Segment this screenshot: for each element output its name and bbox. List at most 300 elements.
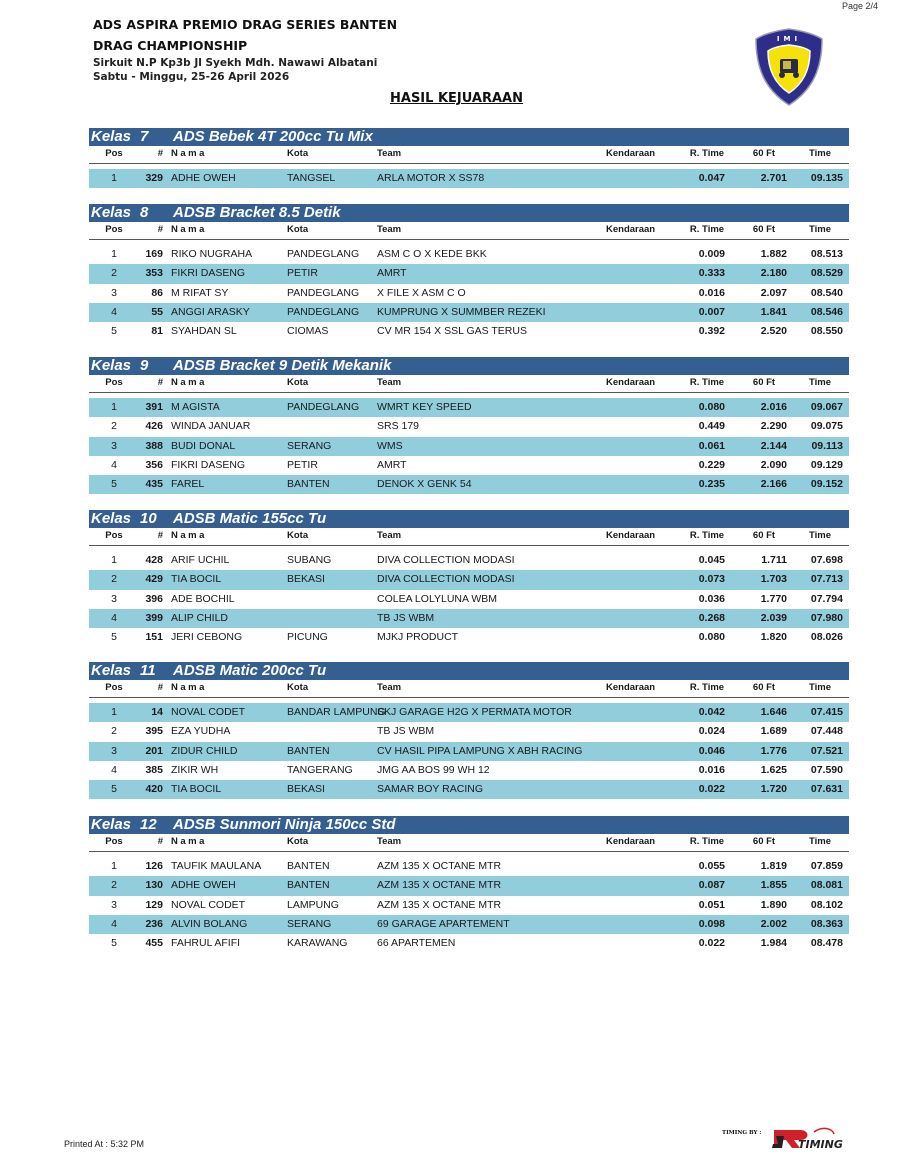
col-header-60ft: 60 Ft [752,224,776,235]
cell-team: 66 APARTEMEN [377,937,456,950]
cell-time: 07.698 [810,554,843,566]
column-headers [89,528,849,546]
cell-nama: WINDA JANUAR [171,420,251,433]
result-rows [89,169,849,188]
cell-number: 236 [145,917,163,930]
result-row [89,437,849,456]
cell-rtime: 0.392 [698,325,725,338]
cell-rtime: 0.098 [698,917,725,930]
col-header-kendaraan: Kendaraan [606,377,656,388]
cell-time: 08.529 [810,267,843,280]
event-date: Sabtu - Minggu, 25-26 April 2026 [93,71,290,83]
cell-time: 08.102 [810,898,843,911]
col-header-pos: Pos [105,836,123,847]
cell-pos: 1 [111,706,117,718]
cell-number: 426 [145,420,163,433]
cell-kota: BANDAR LAMPUNG [287,706,386,718]
col-header-60ft: 60 Ft [752,836,776,847]
cell-60ft: 1.776 [760,744,787,757]
col-header-time: Time [808,682,831,693]
cell-rtime: 0.016 [698,286,725,299]
cell-team: ARLA MOTOR X SS78 [377,172,485,184]
cell-60ft: 1.711 [761,554,787,566]
col-header-rtime: R. Time [689,836,725,847]
cell-time: 08.081 [810,879,843,892]
col-header-pos: Pos [105,224,123,235]
cell-rtime: 0.009 [698,248,725,260]
cell-kota: SUBANG [287,554,332,566]
cell-rtime: 0.046 [698,744,725,757]
cell-pos: 5 [111,937,117,950]
class-section [89,816,849,953]
cell-time: 07.415 [810,706,843,718]
class-label: Kelas [91,204,132,221]
col-header-number: # [157,224,163,235]
cell-nama: SYAHDAN SL [171,325,237,338]
cell-team: WMS [377,439,403,452]
result-rows [89,857,849,953]
cell-nama: ALIP CHILD [171,611,228,624]
cell-60ft: 2.144 [760,439,787,452]
cell-pos: 5 [111,325,117,338]
cell-team: WMRT KEY SPEED [377,401,472,413]
cell-60ft: 1.890 [760,898,787,911]
cell-time: 07.794 [810,592,843,605]
cell-kota: PETIR [287,458,318,471]
cell-number: 55 [151,305,163,318]
cell-kota: BANTEN [287,860,330,872]
cell-nama: ADE BOCHIL [171,592,235,605]
cell-kota: BANTEN [287,478,330,491]
col-header-kota: Kota [287,836,309,847]
cell-time: 09.152 [810,478,843,491]
cell-rtime: 0.045 [698,554,725,566]
cell-pos: 2 [111,879,117,892]
result-row [89,609,849,628]
result-row [89,322,849,341]
cell-number: 428 [145,554,163,566]
col-header-kota: Kota [287,377,309,388]
col-header-nama: Nama [171,377,207,388]
event-title: ADS ASPIRA PREMIO DRAG SERIES BANTEN [93,17,398,32]
class-label: Kelas [91,357,132,374]
result-row [89,915,849,934]
result-row [89,417,849,436]
cell-team: COLEA LOLYLUNA WBM [377,592,498,605]
event-subtitle: DRAG CHAMPIONSHIP [93,38,248,53]
result-row [89,284,849,303]
cell-kota: LAMPUNG [287,898,339,911]
col-header-number: # [157,836,163,847]
cell-time: 08.363 [810,917,843,930]
cell-time: 07.859 [810,860,843,872]
cell-time: 08.540 [810,286,843,299]
class-title: ADSB Bracket 8.5 Detik [173,204,341,221]
cell-rtime: 0.073 [698,573,725,586]
cell-60ft: 2.039 [760,611,787,624]
result-row [89,780,849,799]
cell-kota: TANGERANG [287,763,353,776]
result-rows [89,551,849,647]
cell-number: 14 [151,706,163,718]
result-row [89,703,849,722]
col-header-kota: Kota [287,224,309,235]
cell-time: 09.067 [810,401,843,413]
cell-rtime: 0.022 [698,937,725,950]
cell-number: 399 [145,611,163,624]
cell-kota: BANTEN [287,744,330,757]
jr-timing-logo-icon [770,1126,860,1152]
cell-team: KUMPRUNG X SUMMBER REZEKI [377,305,546,318]
col-header-team: Team [377,224,402,235]
results-heading: HASIL KEJUARAAN [390,91,523,106]
cell-team: 69 GARAGE APARTEMENT [377,917,510,930]
col-header-60ft: 60 Ft [752,530,776,541]
cell-kota: BEKASI [287,783,325,796]
col-header-nama: Nama [171,682,207,693]
result-row [89,742,849,761]
class-title: ADSB Sunmori Ninja 150cc Std [173,816,396,833]
result-rows [89,703,849,799]
cell-nama: ADHE OWEH [171,879,236,892]
col-header-kendaraan: Kendaraan [606,530,656,541]
cell-pos: 3 [111,898,117,911]
cell-60ft: 1.720 [760,783,787,796]
cell-pos: 2 [111,420,117,433]
cell-number: 388 [145,439,163,452]
result-row [89,722,849,741]
column-headers [89,834,849,852]
cell-60ft: 1.689 [760,725,787,738]
col-header-pos: Pos [105,530,123,541]
svg-text:TIMING: TIMING [798,1138,843,1151]
cell-number: 86 [151,286,163,299]
cell-kota: PANDEGLANG [287,401,360,413]
cell-number: 356 [145,458,163,471]
cell-team: TB JS WBM [377,611,435,624]
cell-team: X FILE X ASM C O [377,286,466,299]
col-header-team: Team [377,682,402,693]
cell-team: AZM 135 X OCTANE MTR [377,898,502,911]
cell-60ft: 2.002 [760,917,787,930]
svg-text:IMI: IMI [776,35,802,43]
cell-pos: 5 [111,478,117,491]
cell-kota: CIOMAS [287,325,329,338]
cell-kota: PETIR [287,267,318,280]
result-rows [89,245,849,341]
col-header-number: # [157,530,163,541]
cell-nama: TIA BOCIL [171,783,222,796]
cell-nama: FAHRUL AFIFI [171,937,241,950]
page-number: Page 2/4 [841,1,878,11]
cell-rtime: 0.080 [698,401,725,413]
col-header-team: Team [377,836,402,847]
cell-time: 08.550 [810,325,843,338]
cell-kota: SERANG [287,917,332,930]
cell-60ft: 2.701 [760,172,787,184]
cell-rtime: 0.268 [698,611,725,624]
cell-pos: 3 [111,592,117,605]
cell-time: 09.135 [810,172,843,184]
cell-rtime: 0.080 [698,631,725,644]
cell-time: 08.026 [810,631,843,644]
class-header-bar [89,204,849,222]
cell-nama: ZIKIR WH [171,763,219,776]
cell-pos: 1 [111,172,117,184]
cell-nama: ZIDUR CHILD [171,744,238,757]
col-header-rtime: R. Time [689,682,725,693]
cell-60ft: 1.984 [760,937,787,950]
col-header-kendaraan: Kendaraan [606,682,656,693]
cell-rtime: 0.235 [698,478,725,491]
cell-nama: FIKRI DASENG [171,458,246,471]
cell-rtime: 0.333 [698,267,725,280]
cell-kota: PANDEGLANG [287,286,360,299]
cell-nama: ANGGI ARASKY [171,305,250,318]
cell-nama: ALVIN BOLANG [171,917,248,930]
col-header-nama: Nama [171,148,207,159]
result-row [89,590,849,609]
result-row [89,398,849,417]
class-section [89,662,849,799]
class-number: 11 [140,662,156,679]
col-header-time: Time [808,148,831,159]
cell-rtime: 0.229 [698,458,725,471]
cell-time: 08.478 [810,937,843,950]
col-header-nama: Nama [171,530,207,541]
cell-nama: EZA YUDHA [171,725,231,738]
result-row [89,456,849,475]
col-header-60ft: 60 Ft [752,148,776,159]
cell-60ft: 2.180 [760,267,787,280]
col-header-rtime: R. Time [689,377,725,388]
class-header-bar [89,662,849,680]
col-header-pos: Pos [105,377,123,388]
cell-rtime: 0.007 [698,305,725,318]
cell-60ft: 1.855 [760,879,787,892]
cell-number: 429 [145,573,163,586]
class-label: Kelas [91,510,132,527]
cell-60ft: 2.097 [760,286,787,299]
cell-time: 09.113 [811,439,843,452]
result-row [89,475,849,494]
cell-pos: 4 [111,305,117,318]
class-label: Kelas [91,128,132,145]
cell-time: 09.129 [810,458,843,471]
cell-number: 391 [145,401,163,413]
cell-kota: KARAWANG [287,937,348,950]
class-header-bar [89,128,849,146]
cell-60ft: 2.166 [760,478,787,491]
cell-60ft: 1.841 [760,305,787,318]
cell-nama: BUDI DONAL [171,439,236,452]
cell-pos: 3 [111,439,117,452]
cell-kota: PICUNG [287,631,328,644]
class-title: ADSB Bracket 9 Detik Mekanik [173,357,392,374]
class-label: Kelas [91,662,132,679]
col-header-60ft: 60 Ft [752,682,776,693]
cell-60ft: 2.090 [760,458,787,471]
event-venue: Sirkuit N.P Kp3b Jl Syekh Mdh. Nawawi Albatani [93,57,378,69]
col-header-time: Time [808,530,831,541]
cell-team: AZM 135 X OCTANE MTR [377,879,502,892]
cell-number: 126 [145,860,163,872]
result-rows [89,398,849,494]
cell-time: 09.075 [810,420,843,433]
cell-pos: 4 [111,611,117,624]
cell-number: 455 [145,937,163,950]
col-header-kendaraan: Kendaraan [606,148,656,159]
timing-by-label: TIMING BY : [722,1130,762,1136]
cell-60ft: 1.703 [760,573,787,586]
cell-pos: 5 [111,783,117,796]
printed-at: Printed At : 5:32 PM [64,1139,145,1149]
cell-time: 07.713 [810,573,843,586]
col-header-time: Time [808,224,831,235]
cell-team: TB JS WBM [377,725,435,738]
result-row [89,876,849,895]
cell-rtime: 0.036 [698,592,725,605]
cell-rtime: 0.055 [698,860,725,872]
cell-nama: M AGISTA [171,401,220,413]
col-header-kota: Kota [287,148,309,159]
col-header-number: # [157,377,163,388]
cell-team: SRS 179 [377,420,420,433]
col-header-time: Time [808,836,831,847]
cell-team: JMG AA BOS 99 WH 12 [377,763,490,776]
col-header-nama: Nama [171,836,207,847]
column-headers [89,146,849,164]
class-label: Kelas [91,816,132,833]
cell-number: 329 [145,172,163,184]
col-header-kota: Kota [287,682,309,693]
cell-kota: TANGSEL [287,172,336,184]
cell-pos: 1 [111,248,117,260]
cell-time: 07.980 [810,611,843,624]
cell-team: DIVA COLLECTION MODASI [377,573,515,586]
col-header-pos: Pos [105,148,123,159]
cell-60ft: 2.290 [760,420,787,433]
cell-pos: 1 [111,401,117,413]
column-headers [89,375,849,393]
cell-team: AMRT [377,267,407,280]
cell-nama: FIKRI DASENG [171,267,246,280]
result-row [89,245,849,264]
class-section [89,357,849,494]
result-row [89,303,849,322]
column-headers [89,222,849,240]
cell-team: SAMAR BOY RACING [377,783,483,796]
cell-kota: SERANG [287,439,332,452]
cell-team: ASM C O X KEDE BKK [377,248,487,260]
col-header-rtime: R. Time [689,148,725,159]
col-header-number: # [157,148,163,159]
result-row [89,761,849,780]
cell-number: 129 [145,898,163,911]
class-number: 12 [140,816,157,833]
result-row [89,857,849,876]
cell-60ft: 1.819 [760,860,787,872]
cell-rtime: 0.042 [698,706,725,718]
col-header-kendaraan: Kendaraan [606,224,656,235]
cell-60ft: 1.625 [760,763,787,776]
cell-number: 395 [145,725,163,738]
class-section [89,204,849,341]
col-header-team: Team [377,148,402,159]
result-row [89,551,849,570]
cell-pos: 4 [111,458,117,471]
cell-nama: M RIFAT SY [171,286,229,299]
cell-pos: 1 [111,860,117,872]
cell-pos: 4 [111,917,117,930]
col-header-kota: Kota [287,530,309,541]
class-header-bar [89,357,849,375]
class-header-bar [89,816,849,834]
cell-number: 151 [145,631,163,644]
cell-nama: TIA BOCIL [171,573,222,586]
cell-rtime: 0.022 [698,783,725,796]
cell-number: 353 [145,267,163,280]
col-header-team: Team [377,377,402,388]
cell-nama: RIKO NUGRAHA [171,248,253,260]
cell-pos: 2 [111,573,117,586]
cell-pos: 3 [111,744,117,757]
cell-60ft: 2.520 [760,325,787,338]
cell-time: 07.631 [810,783,843,796]
cell-rtime: 0.016 [698,763,725,776]
result-row [89,264,849,283]
class-number: 9 [140,357,149,374]
cell-number: 435 [145,478,163,491]
cell-kota: PANDEGLANG [287,305,360,318]
cell-rtime: 0.449 [698,420,725,433]
col-header-rtime: R. Time [689,530,725,541]
cell-team: DENOK X GENK 54 [377,478,472,491]
cell-number: 385 [145,763,163,776]
cell-nama: ADHE OWEH [171,172,236,184]
cell-rtime: 0.047 [698,172,725,184]
class-section [89,510,849,647]
cell-number: 130 [145,879,163,892]
cell-team: MJKJ PRODUCT [377,631,459,644]
col-header-number: # [157,682,163,693]
cell-rtime: 0.051 [698,898,725,911]
cell-time: 07.448 [810,725,843,738]
col-header-kendaraan: Kendaraan [606,836,656,847]
column-headers [89,680,849,698]
cell-number: 81 [151,325,163,338]
cell-team: SKJ GARAGE H2G X PERMATA MOTOR [377,706,572,718]
cell-pos: 5 [111,631,117,644]
col-header-60ft: 60 Ft [752,377,776,388]
cell-pos: 2 [111,267,117,280]
cell-number: 169 [145,248,163,260]
result-row [89,896,849,915]
cell-rtime: 0.087 [698,879,725,892]
cell-pos: 1 [111,554,117,566]
cell-nama: TAUFIK MAULANA [171,860,262,872]
cell-number: 396 [145,592,163,605]
cell-team: AZM 135 X OCTANE MTR [377,860,502,872]
result-row [89,570,849,589]
class-number: 7 [140,128,149,145]
cell-nama: ARIF UCHIL [171,554,230,566]
cell-team: AMRT [377,458,407,471]
cell-team: CV HASIL PIPA LAMPUNG X ABH RACING [377,744,583,757]
cell-time: 08.546 [810,305,843,318]
cell-60ft: 1.882 [760,248,787,260]
cell-60ft: 2.016 [760,401,787,413]
